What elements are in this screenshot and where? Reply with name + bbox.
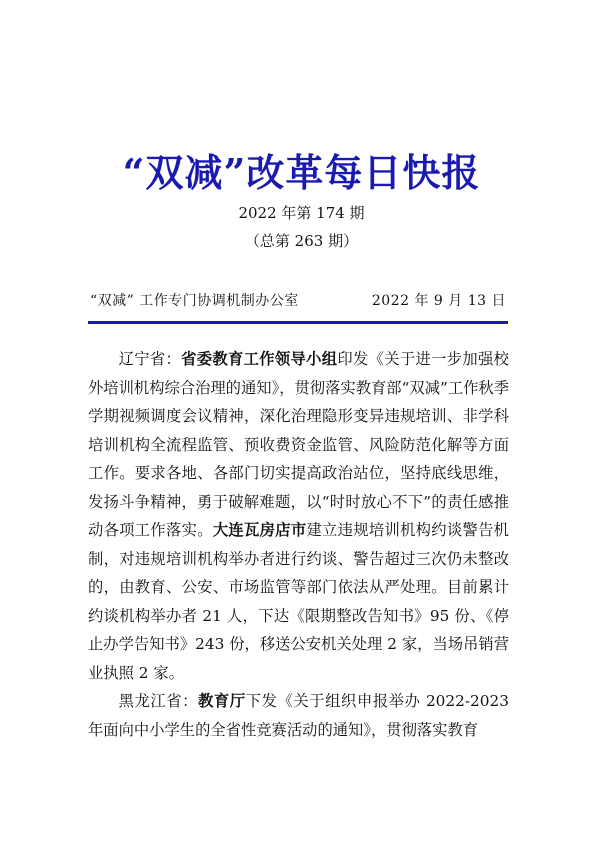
issue-date: 2022 年 9 月 13 日 [371, 293, 506, 309]
issuing-office: “双减” 工作专门协调机制办公室 [90, 293, 299, 309]
paragraph-heilongjiang [88, 687, 509, 744]
report-body [88, 345, 509, 744]
agency-name: 省委教育工作领导小组 [181, 350, 338, 368]
paragraph-text: 印发《关于进一步加强校外培训机构综合治理的通知》，贯彻落实教育部“双减”工作秋季学期视频调度会议精神，深化治理隐形变异违规培训、非学科培训机构全流程监管、预收费资金监管、风险防范化解等方面工作。要求各地、各部门切实提高政治站位，坚持底线思维，发扬斗争精神，勇于破解难题，以“时时放心不下”的责任感推动各项工作落实。 [88, 350, 510, 539]
agency-name: 教育厅 [198, 692, 246, 710]
paragraph-text: 下发《关于组织申报举办 2022-2023 年面向中小学生的全省性竞赛活动的通知》，贯彻落实教育 [88, 692, 509, 739]
masthead-title [0, 148, 603, 198]
province-label: 黑龙江省： [118, 692, 199, 710]
issue-number: 2022 年第 174 期 [238, 204, 365, 222]
header-divider-rule [88, 321, 508, 324]
masthead-title-text: “双减”改革每日快报 [122, 150, 481, 195]
meta-row [88, 291, 508, 311]
issue-total-number: （总第 263 期） [244, 232, 359, 250]
paragraph-text: 建立违规培训机构约谈警告机制，对违规培训机构举办者进行约谈、警告超过三次仍未整改的，由教育、公安、市场监管等部门依法从严处理。目前累计约谈机构举办者 21 人，下达《限期整改告知书》95 份、《停止办学告知书》243 份，移送公安机关处理 2 家，当场吊销营业执照 2 家。 [88, 521, 509, 682]
paragraph-liaoning [88, 345, 509, 687]
city-name: 大连瓦房店市 [212, 521, 307, 539]
province-label: 辽宁省： [118, 350, 182, 368]
